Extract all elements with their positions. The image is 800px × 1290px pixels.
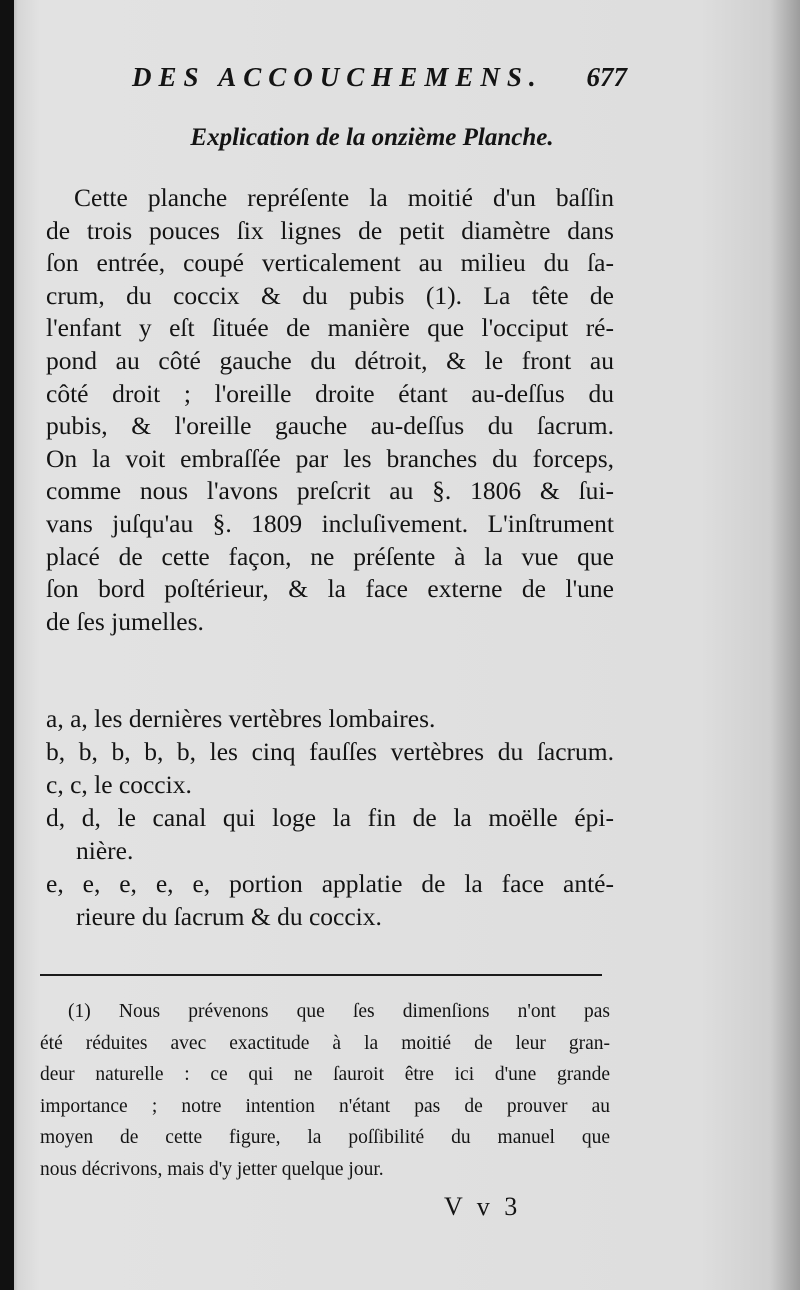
footnote-divider bbox=[40, 974, 602, 976]
signature-mark: V v 3 bbox=[444, 1192, 522, 1221]
text-line: vans juſqu'au §. 1809 incluſivement. L'inſtrument bbox=[46, 508, 614, 538]
running-head: DES ACCOUCHEMENS. bbox=[132, 62, 543, 92]
legend-item: e, e, e, e, e, portion applatie de la face anté- bbox=[46, 869, 614, 898]
text-line: crum, du coccix & du pubis (1). La tête de bbox=[46, 280, 614, 310]
page-number: 677 bbox=[586, 62, 627, 92]
footnote-line: deur naturelle : ce qui ne ſauroit être ici d'une grande bbox=[40, 1064, 610, 1086]
text-line: ſon entrée, coupé verticalement au milieu du ſa- bbox=[46, 248, 614, 278]
legend-item: d, d, le canal qui loge la fin de la moëlle épi- bbox=[46, 803, 614, 832]
text-line: On la voit embraſſée par les branches du forceps, bbox=[46, 443, 614, 473]
main-paragraph bbox=[46, 182, 614, 638]
footnote-line: (1) Nous prévenons que ſes dimenſions n'ont pas bbox=[68, 1001, 610, 1022]
text-line: ſon bord poſtérieur, & la face externe de l'une bbox=[46, 574, 614, 604]
text-line: placé de cette façon, ne préſente à la vue que bbox=[46, 541, 614, 571]
footnote-line: nous décrivons, mais d'y jetter quelque jour. bbox=[40, 1158, 384, 1180]
footnote-line: importance ; notre intention n'étant pas de prouver au bbox=[40, 1095, 610, 1117]
figure-legend bbox=[46, 702, 614, 933]
page-header bbox=[132, 62, 627, 93]
page-edge-shadow bbox=[0, 0, 14, 1290]
legend-item: b, b, b, b, b, les cinq fauſſes vertèbres du ſacrum. bbox=[46, 737, 614, 766]
text-line: pond au côté gauche du détroit, & le front au bbox=[46, 345, 614, 375]
footnote-line: moyen de cette figure, la poſſibilité du manuel que bbox=[40, 1127, 610, 1149]
section-title: Explication de la onzième Planche. bbox=[190, 124, 554, 151]
footnote-line: été réduites avec exactitude à la moitié de leur gran- bbox=[40, 1032, 610, 1054]
text-line: l'enfant y eſt ſituée de manière que l'occiput ré- bbox=[46, 313, 614, 343]
text-line: de trois pouces ſix lignes de petit diamètre dans bbox=[46, 215, 614, 245]
text-line: de ſes jumelles. bbox=[46, 606, 204, 636]
legend-item: a, a, les dernières vertèbres lombaires. bbox=[46, 704, 436, 733]
text-line: Cette planche repréſente la moitié d'un baſſin bbox=[74, 183, 614, 212]
legend-item-continuation: rieure du ſacrum & du coccix. bbox=[76, 902, 382, 931]
legend-item: c, c, le coccix. bbox=[46, 770, 192, 799]
text-line: pubis, & l'oreille gauche au-deſſus du ſacrum. bbox=[46, 411, 614, 441]
legend-item-continuation: nière. bbox=[76, 836, 134, 865]
text-line: côté droit ; l'oreille droite étant au-deſſus du bbox=[46, 378, 614, 408]
footnote bbox=[40, 996, 610, 1186]
text-line: comme nous l'avons preſcrit au §. 1806 & ſui- bbox=[46, 476, 614, 506]
